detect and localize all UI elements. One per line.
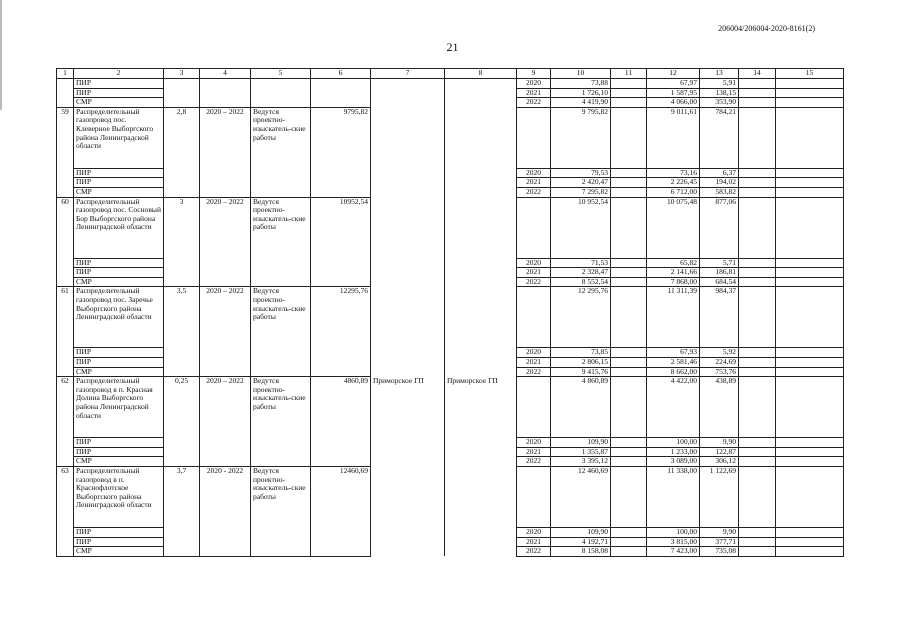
table-cell — [611, 277, 647, 287]
value-cell: 1 355,87 — [551, 447, 611, 457]
table-cell — [57, 98, 74, 108]
column-header-11: 11 — [611, 69, 647, 79]
value-cell: 194,02 — [700, 178, 739, 188]
total-cell: 984,37 — [700, 287, 739, 348]
column-header-12: 12 — [647, 69, 700, 79]
year-cell: 2022 — [517, 98, 551, 108]
table-cell — [517, 107, 551, 168]
period-cell: 2020 – 2022 — [200, 197, 251, 287]
entry-number: 59 — [57, 107, 74, 197]
column-header-2: 2 — [74, 69, 164, 79]
year-cell: 2022 — [517, 547, 551, 557]
total-cell: 438,89 — [700, 377, 739, 438]
row-label: ПИР — [74, 168, 164, 178]
table-cell — [611, 547, 647, 557]
table-cell — [776, 277, 844, 287]
value-cell: 4 192,71 — [551, 537, 611, 547]
value-cell: 67,93 — [647, 348, 700, 358]
table-cell — [776, 178, 844, 188]
table-cell — [611, 268, 647, 278]
year-cell: 2020 — [517, 258, 551, 268]
page-number: 21 — [446, 40, 459, 54]
table-cell — [739, 277, 776, 287]
value-cell: 7 295,82 — [551, 187, 611, 197]
table-cell — [445, 88, 517, 98]
column-header-5: 5 — [251, 69, 311, 79]
value-cell: 6,37 — [700, 168, 739, 178]
table-cell — [517, 377, 551, 438]
cost-cell: 9795,82 — [311, 107, 371, 197]
year-cell: 2021 — [517, 88, 551, 98]
value-cell: 2 806,15 — [551, 357, 611, 367]
table-cell — [739, 107, 776, 168]
value-cell: 9,90 — [700, 438, 739, 448]
object-name: Распределительный газопровод в п. Краснофлотское Выборгского района Ленинградской области — [74, 466, 164, 527]
total-cell: 11 311,39 — [647, 287, 700, 348]
table-row — [57, 98, 844, 108]
table-cell — [517, 197, 551, 258]
table-cell — [251, 79, 311, 89]
object-name: Распределительный газопровод пос. Клеверное Выборгского района Ленинградской области — [74, 107, 164, 168]
table-cell — [776, 168, 844, 178]
table-cell — [57, 88, 74, 98]
row-label: ПИР — [74, 537, 164, 547]
table-cell — [776, 547, 844, 557]
total-cell: 4 860,89 — [551, 377, 611, 438]
column-header-1: 1 — [57, 69, 74, 79]
table-cell — [311, 88, 371, 98]
year-cell: 2020 — [517, 527, 551, 537]
table-cell — [739, 197, 776, 258]
value-cell: 71,53 — [551, 258, 611, 268]
value-cell: 5,91 — [700, 79, 739, 89]
value-cell: 65,82 — [647, 258, 700, 268]
period-cell: 2020 – 2022 — [200, 287, 251, 377]
column-number-row — [57, 69, 844, 79]
row-label: ПИР — [74, 447, 164, 457]
table-cell — [776, 107, 844, 168]
table-cell — [739, 79, 776, 89]
column-header-14: 14 — [739, 69, 776, 79]
row-label: ПИР — [74, 357, 164, 367]
table-cell — [776, 197, 844, 258]
table-cell — [739, 447, 776, 457]
table-cell — [611, 438, 647, 448]
entry-row — [57, 197, 844, 258]
table-cell — [611, 107, 647, 168]
table-cell — [776, 287, 844, 348]
value-cell: 73,85 — [551, 348, 611, 358]
table-cell — [776, 527, 844, 537]
column-header-15: 15 — [776, 69, 844, 79]
table-cell — [611, 348, 647, 358]
total-cell: 877,06 — [700, 197, 739, 258]
length-cell: 0,25 — [164, 377, 200, 467]
table-cell — [739, 527, 776, 537]
entry-number: 63 — [57, 466, 74, 556]
length-cell: 3 — [164, 197, 200, 287]
table-cell — [776, 367, 844, 377]
cost-cell: 10952,54 — [311, 197, 371, 287]
status-cell: Ведутся проектно-изыскатель-ские работы — [251, 377, 311, 467]
customer-cell — [445, 107, 517, 197]
status-cell: Ведутся проектно-изыскатель-ские работы — [251, 466, 311, 556]
table-cell — [739, 367, 776, 377]
table-cell — [739, 457, 776, 467]
table-cell — [739, 187, 776, 197]
year-cell: 2022 — [517, 187, 551, 197]
municipality-cell: Приморское ГП — [371, 377, 445, 467]
total-cell: 10 952,54 — [551, 197, 611, 258]
table-cell — [739, 466, 776, 527]
value-cell: 4 419,90 — [551, 98, 611, 108]
value-cell: 753,76 — [700, 367, 739, 377]
total-cell: 12 295,76 — [551, 287, 611, 348]
value-cell: 109,90 — [551, 527, 611, 537]
value-cell: 3 815,00 — [647, 537, 700, 547]
page-edge — [0, 0, 2, 110]
customer-cell: Приморское ГП — [445, 377, 517, 467]
value-cell: 377,71 — [700, 537, 739, 547]
table-cell — [739, 178, 776, 188]
row-label: ПИР — [74, 268, 164, 278]
year-cell: 2020 — [517, 348, 551, 358]
year-cell: 2022 — [517, 277, 551, 287]
table-cell — [611, 537, 647, 547]
table-cell — [739, 547, 776, 557]
table-cell — [611, 197, 647, 258]
length-cell: 2,8 — [164, 107, 200, 197]
total-cell: 9 795,82 — [551, 107, 611, 168]
length-cell: 3,5 — [164, 287, 200, 377]
municipality-cell — [371, 287, 445, 377]
table-cell — [611, 88, 647, 98]
row-label: СМР — [74, 367, 164, 377]
value-cell: 4 066,00 — [647, 98, 700, 108]
value-cell: 2 328,47 — [551, 268, 611, 278]
customer-cell — [445, 197, 517, 287]
table-cell — [776, 79, 844, 89]
total-cell: 4 422,00 — [647, 377, 700, 438]
row-label: ПИР — [74, 88, 164, 98]
table-cell — [371, 88, 445, 98]
entry-row — [57, 107, 844, 168]
total-cell: 10 075,48 — [647, 197, 700, 258]
value-cell: 100,00 — [647, 527, 700, 537]
municipality-cell — [371, 466, 445, 556]
year-cell: 2021 — [517, 537, 551, 547]
table-cell — [739, 88, 776, 98]
customer-cell — [445, 466, 517, 556]
value-cell: 2 581,46 — [647, 357, 700, 367]
value-cell: 67,97 — [647, 79, 700, 89]
table-cell — [739, 438, 776, 448]
table-cell — [776, 258, 844, 268]
table-cell — [611, 527, 647, 537]
value-cell: 7 423,00 — [647, 547, 700, 557]
object-name: Распределительный газопровод пос. Заречье Выборгского района Ленинградской области — [74, 287, 164, 348]
column-header-10: 10 — [551, 69, 611, 79]
row-label: СМР — [74, 187, 164, 197]
table-cell — [776, 268, 844, 278]
table-cell — [739, 287, 776, 348]
table-cell — [517, 466, 551, 527]
table-cell — [776, 88, 844, 98]
table-cell — [251, 98, 311, 108]
table-cell — [776, 357, 844, 367]
value-cell: 684,54 — [700, 277, 739, 287]
entry-number: 61 — [57, 287, 74, 377]
value-cell: 1 233,00 — [647, 447, 700, 457]
table-cell — [611, 79, 647, 89]
total-cell: 11 338,00 — [647, 466, 700, 527]
total-cell: 1 122,69 — [700, 466, 739, 527]
year-cell: 2021 — [517, 178, 551, 188]
period-cell: 2020 – 2022 — [200, 107, 251, 197]
table-cell — [611, 168, 647, 178]
column-header-13: 13 — [700, 69, 739, 79]
table-cell — [164, 98, 200, 108]
table-cell — [739, 357, 776, 367]
value-cell: 122,87 — [700, 447, 739, 457]
value-cell: 7 868,00 — [647, 277, 700, 287]
column-header-9: 9 — [517, 69, 551, 79]
entry-row — [57, 466, 844, 527]
entry-number: 60 — [57, 197, 74, 287]
table-cell — [611, 98, 647, 108]
table-sheet — [56, 68, 843, 557]
value-cell: 73,16 — [647, 168, 700, 178]
row-label: ПИР — [74, 178, 164, 188]
table-cell — [200, 88, 251, 98]
value-cell: 3 089,00 — [647, 457, 700, 467]
table-cell — [776, 348, 844, 358]
value-cell: 73,88 — [551, 79, 611, 89]
table-row — [57, 88, 844, 98]
year-cell: 2022 — [517, 367, 551, 377]
value-cell: 5,92 — [700, 348, 739, 358]
table-cell — [776, 457, 844, 467]
column-header-6: 6 — [311, 69, 371, 79]
table-cell — [611, 377, 647, 438]
value-cell: 100,00 — [647, 438, 700, 448]
table-cell — [776, 98, 844, 108]
table-cell — [739, 537, 776, 547]
value-cell: 9 415,76 — [551, 367, 611, 377]
row-label: ПИР — [74, 527, 164, 537]
table-cell — [739, 348, 776, 358]
table-cell — [611, 187, 647, 197]
length-cell: 3,7 — [164, 466, 200, 556]
table-cell — [776, 466, 844, 527]
table-cell — [371, 79, 445, 89]
cost-cell: 12460,69 — [311, 466, 371, 556]
table-cell — [611, 367, 647, 377]
total-cell: 12 460,69 — [551, 466, 611, 527]
value-cell: 8 552,54 — [551, 277, 611, 287]
row-label: СМР — [74, 277, 164, 287]
row-label: ПИР — [74, 258, 164, 268]
row-label: ПИР — [74, 79, 164, 89]
status-cell: Ведутся проектно-изыскатель-ские работы — [251, 287, 311, 377]
table-cell — [776, 377, 844, 438]
table-cell — [251, 88, 311, 98]
value-cell: 8 158,08 — [551, 547, 611, 557]
entry-number: 62 — [57, 377, 74, 467]
table-cell — [611, 466, 647, 527]
table-cell — [739, 98, 776, 108]
row-label: СМР — [74, 457, 164, 467]
status-cell: Ведутся проектно-изыскатель-ские работы — [251, 107, 311, 197]
municipality-cell — [371, 107, 445, 197]
value-cell: 6 712,00 — [647, 187, 700, 197]
object-name: Распределительный газопровод в п. Красная Долина Выборгского района Ленинградской области — [74, 377, 164, 438]
value-cell: 3 395,12 — [551, 457, 611, 467]
year-cell: 2020 — [517, 438, 551, 448]
entry-row — [57, 377, 844, 438]
table-cell — [57, 79, 74, 89]
value-cell: 2 226,45 — [647, 178, 700, 188]
cost-cell: 4860,89 — [311, 377, 371, 467]
column-header-8: 8 — [445, 69, 517, 79]
table-cell — [164, 79, 200, 89]
value-cell: 186,81 — [700, 268, 739, 278]
value-cell: 1 726,10 — [551, 88, 611, 98]
table-cell — [200, 98, 251, 108]
table-body — [57, 69, 844, 557]
value-cell: 735,08 — [700, 547, 739, 557]
table-cell — [311, 79, 371, 89]
period-cell: 2020 – 2022 — [200, 377, 251, 467]
table-cell — [739, 268, 776, 278]
table-cell — [776, 537, 844, 547]
entry-row — [57, 287, 844, 348]
row-label: ПИР — [74, 438, 164, 448]
value-cell: 138,15 — [700, 88, 739, 98]
value-cell: 306,12 — [700, 457, 739, 467]
table-cell — [776, 438, 844, 448]
period-cell: 2020 - 2022 — [200, 466, 251, 556]
table-cell — [371, 98, 445, 108]
table-cell — [611, 457, 647, 467]
table-cell — [445, 98, 517, 108]
value-cell: 2 141,66 — [647, 268, 700, 278]
year-cell: 2020 — [517, 168, 551, 178]
object-name: Распределительный газопровод пос. Сосновый Бор Выборгского района Ленинградской области — [74, 197, 164, 258]
year-cell: 2021 — [517, 268, 551, 278]
municipality-cell — [371, 197, 445, 287]
document-id: 206004/206004-2020-8161(2) — [718, 24, 815, 33]
table-cell — [739, 377, 776, 438]
value-cell: 79,53 — [551, 168, 611, 178]
table-cell — [445, 79, 517, 89]
year-cell: 2022 — [517, 457, 551, 467]
table-cell — [517, 287, 551, 348]
column-header-4: 4 — [200, 69, 251, 79]
table-row — [57, 79, 844, 89]
table-cell — [311, 98, 371, 108]
year-cell: 2021 — [517, 447, 551, 457]
year-cell: 2020 — [517, 79, 551, 89]
cost-cell: 12295,76 — [311, 287, 371, 377]
total-cell: 9 011,61 — [647, 107, 700, 168]
row-label: СМР — [74, 98, 164, 108]
value-cell: 583,82 — [700, 187, 739, 197]
row-label: СМР — [74, 547, 164, 557]
table-cell — [164, 88, 200, 98]
value-cell: 9,90 — [700, 527, 739, 537]
table-cell — [611, 447, 647, 457]
value-cell: 109,90 — [551, 438, 611, 448]
value-cell: 8 662,00 — [647, 367, 700, 377]
customer-cell — [445, 287, 517, 377]
column-header-3: 3 — [164, 69, 200, 79]
year-cell: 2021 — [517, 357, 551, 367]
table-cell — [200, 79, 251, 89]
financing-table — [56, 68, 844, 557]
table-cell — [611, 178, 647, 188]
row-label: ПИР — [74, 348, 164, 358]
total-cell: 784,21 — [700, 107, 739, 168]
value-cell: 2 420,47 — [551, 178, 611, 188]
column-header-7: 7 — [371, 69, 445, 79]
value-cell: 5,71 — [700, 258, 739, 268]
table-cell — [611, 357, 647, 367]
value-cell: 224,69 — [700, 357, 739, 367]
status-cell: Ведутся проектно-изыскатель-ские работы — [251, 197, 311, 287]
table-cell — [776, 447, 844, 457]
value-cell: 353,90 — [700, 98, 739, 108]
table-cell — [776, 187, 844, 197]
table-cell — [739, 168, 776, 178]
table-cell — [739, 258, 776, 268]
value-cell: 1 587,95 — [647, 88, 700, 98]
table-cell — [611, 287, 647, 348]
table-cell — [611, 258, 647, 268]
